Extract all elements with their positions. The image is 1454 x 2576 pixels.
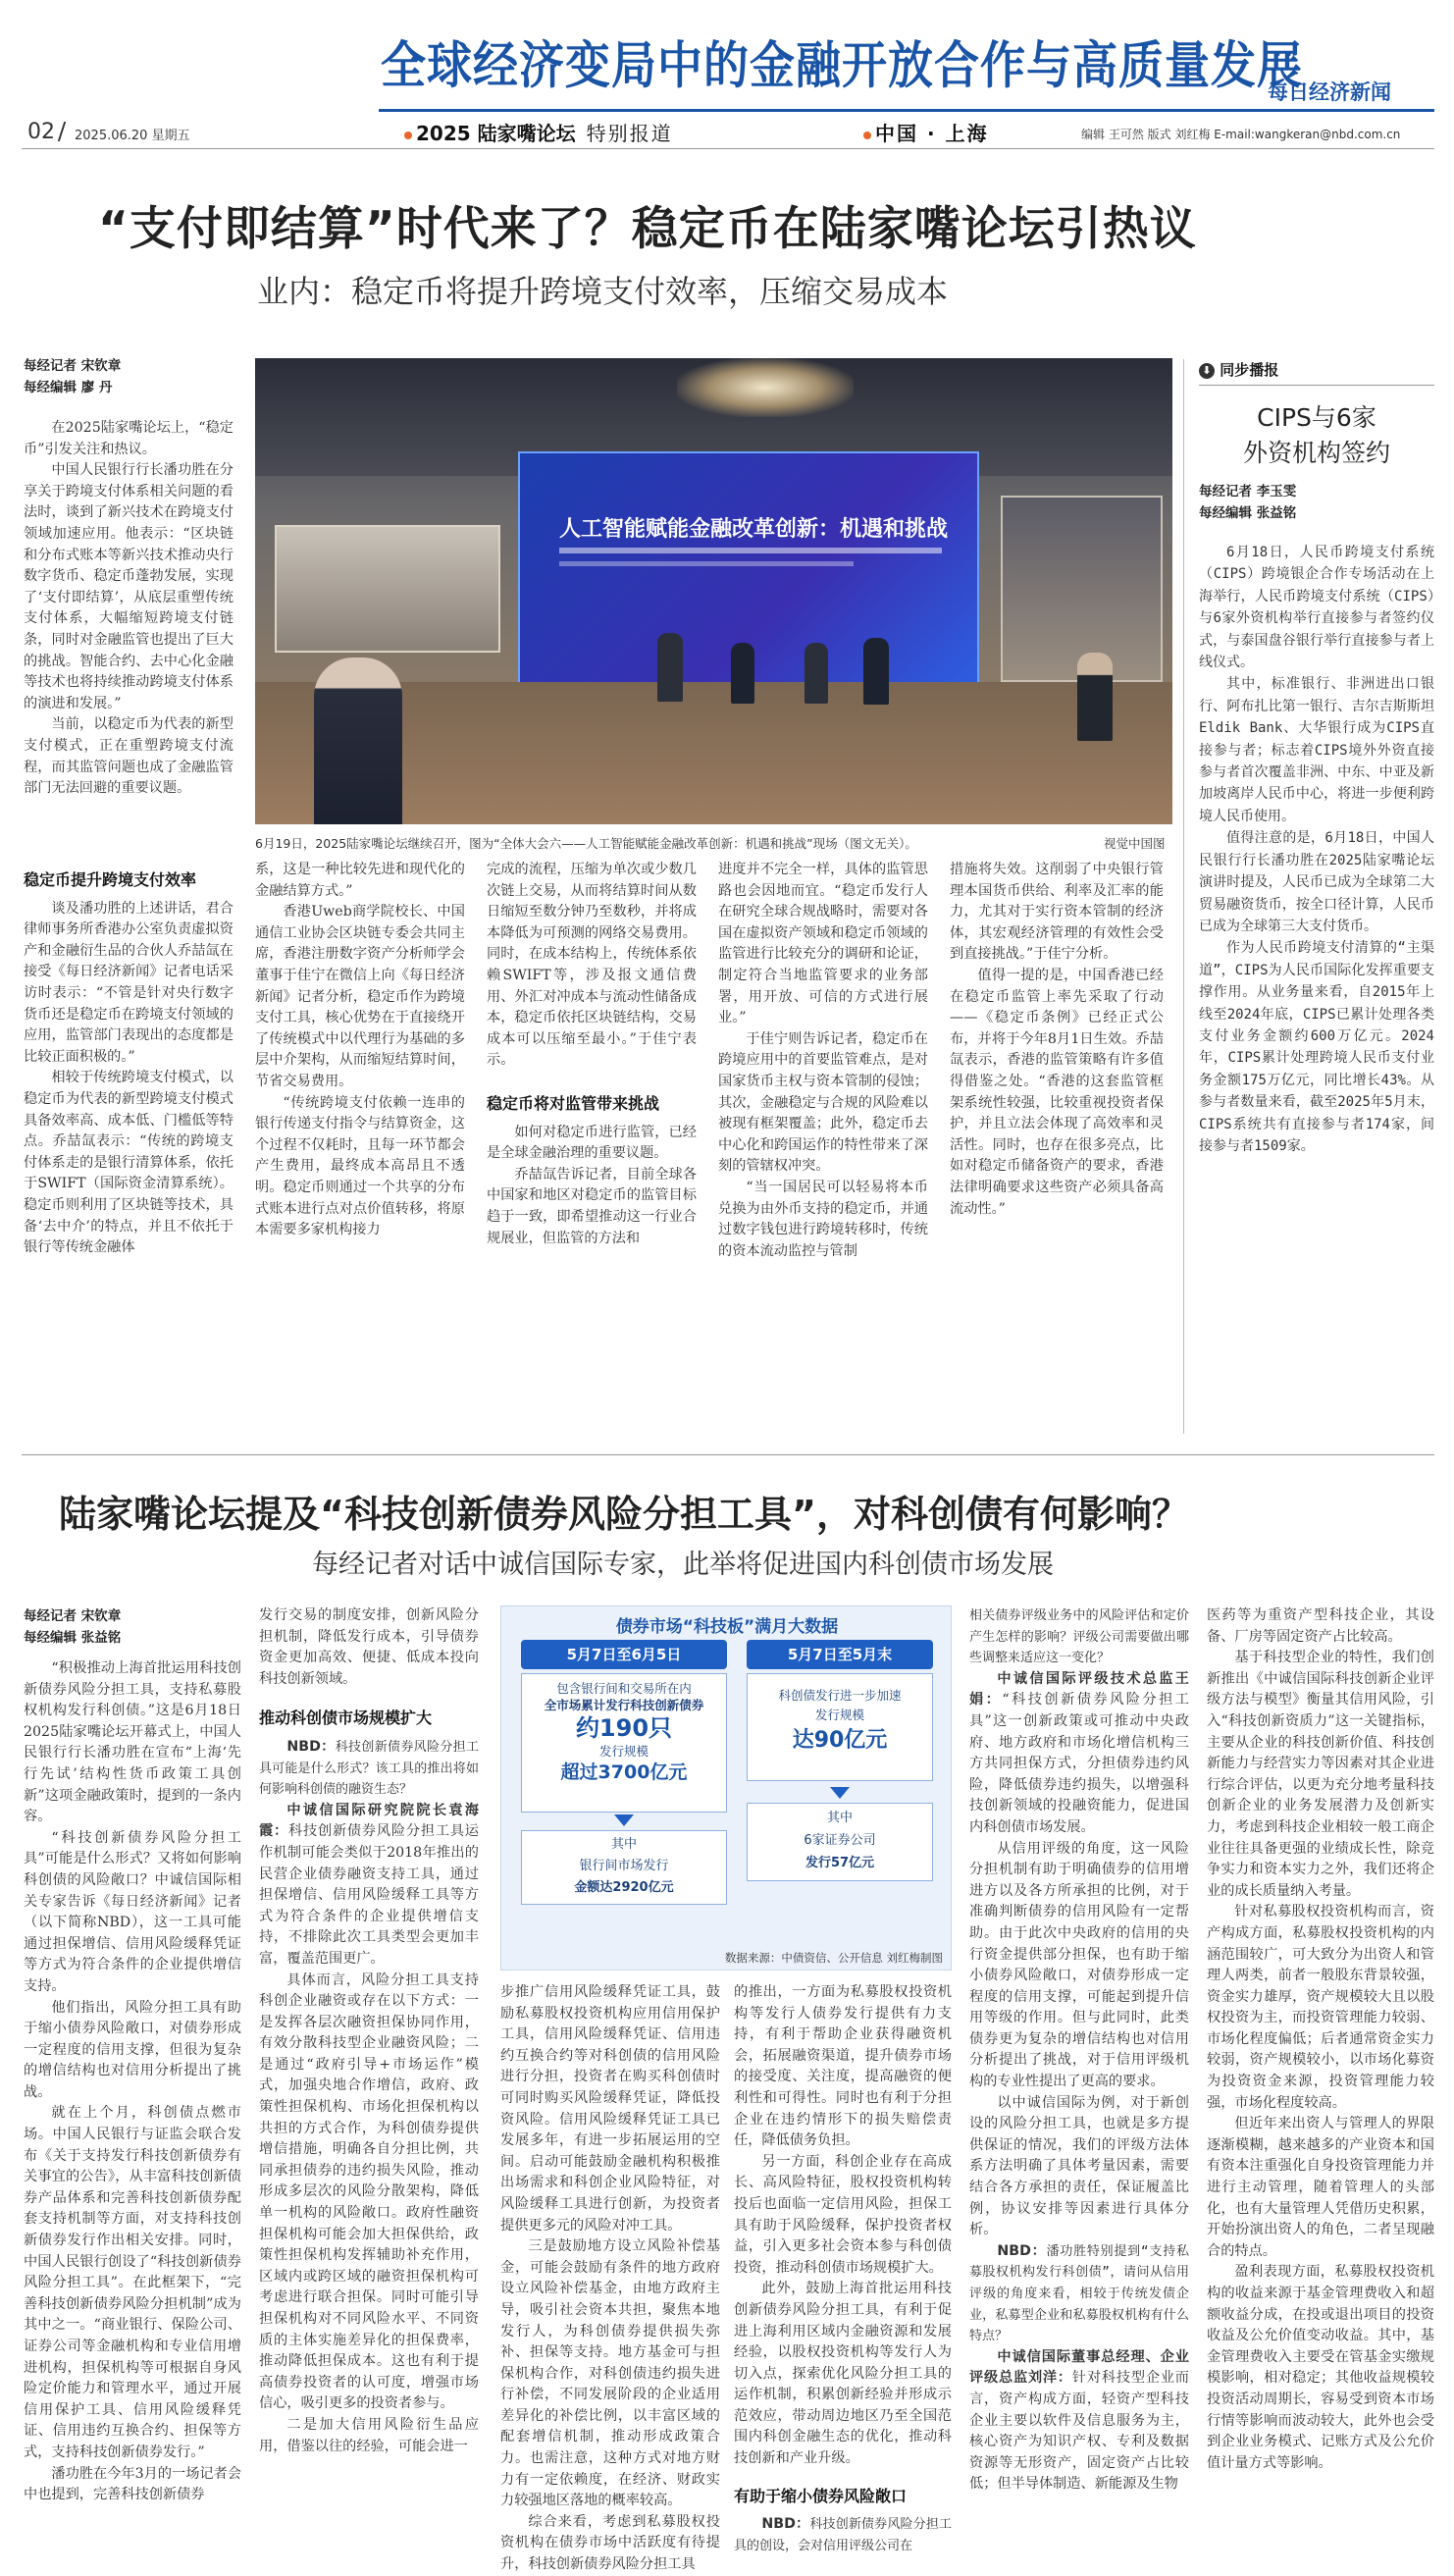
paragraph: 相较于传统跨境支付模式，以稳定币为代表的新型跨境支付模式具备效率高、成本低、门槛低等特点。乔喆氙表示：“传统的跨境支付体系走的是银行清算体系，依托于SWIFT（国际资金清算系统）。稳定币则利用了区块链等技术，具备‘去中介’的特点，并且不依托于银行等传统金融体 <box>24 1070 234 1256</box>
speaker <box>314 657 402 824</box>
stat-text: 发行规模 <box>598 1744 649 1759</box>
paragraph: 6月18日，人民币跨境支付系统（CIPS）跨境银企合作专场活动在上海举行，人民币跨境支付系统（CIPS）与6家外资机构举行直接参与者签约仪式，与泰国盘谷银行举行直接参与者上线仪式。 <box>1199 545 1434 671</box>
paragraph: 针对私募股权投资机构而言，资产构成方面，私募股权投资机构的内涵范围较广，可大致分为出资人和管理人两类，前者一般股东背景较强，资金实力雄厚，资产规模较大且以股权投资为主，而投资管理能力较弱、市场化程度偏低；后者通常资金实力较弱，资产规模较小，以市场化募资为投资资金来源，投资管理能力较强，市场化程度较高。 <box>1207 1904 1434 2111</box>
paragraph: 三是鼓励地方设立风险补偿基金，可能会鼓励有条件的地方政府设立风险补偿基金，由地方政府主导，吸引社会资本共担，聚焦本地发行人，为科创债券提供损失弥补、担保等支持。地方基金可与担保机构合作，对科创债违约损失进行补偿，不同发展阶段的企业适用差异化的补偿比例，以丰富区域的配套增信机制，推动形成政策合力。也需注意，这种方式对地方财力有一定依赖度，在经济、财政实力较强地区落地的概率较高。 <box>500 2238 720 2509</box>
paragraph: 盈利表现方面，私募股权投资机构的收益来源于基金管理费收入和超额收益分成，在投或退出项目的投资收益及公允价值变动收益。其中，基金管理费收入主要受在管基金实缴规模影响，相对稳定；其他收益规模较投资活动周期长，容易受到资本市场行情等影响而波动较大，此外也会受到企业业务模式、记账方式及公允价值计量方式等影响。 <box>1207 2264 1434 2471</box>
subheading: 稳定币提升跨境支付效率 <box>24 870 197 889</box>
stage-title: 人工智能赋能金融改革创新：机遇和挑战 <box>559 517 949 542</box>
header-rule <box>379 109 1434 112</box>
article1-photo <box>255 358 1172 824</box>
paragraph: “科技创新债券风险分担工具”可能是什么形式？又将如何影响科创债的风险敞口？中诚信国际相关专家告诉《每日经济新闻》记者（以下简称NBD），这一工具可能通过担保增信、信用风险缓释凭证等方式为符合条件的企业提供增信支持。 <box>24 1829 241 1994</box>
article2-col3 <box>500 1982 720 2573</box>
paragraph: 乔喆氙告诉记者，目前全球各中国家和地区对稳定币的监管目标趋于一致，即希望推动这一行业合规展业，但监管的方法和 <box>487 1166 697 1246</box>
right-period-badge: 5月7日至5月末 <box>747 1640 933 1669</box>
question: 潘功胜特别提到“支持私募股权机构发行科创债”，请问从信用评级的角度来看，相较于传统发债企业，私募型企业和私募股权机构有什么特点？ <box>969 2243 1190 2344</box>
sidebar-title <box>1199 400 1434 471</box>
paragraph: 步推广信用风险缓释凭证工具，鼓励私募股权投资机构应用信用保护工具，信用风险缓释凭证、信用违约互换合约等对科创债的信用风险进行分担，投资者在购买科创债时可同时购买风险缓释凭证，降低投资风险。信用风险缓释凭证工具已发展多年，有进一步拓展运用的空间。启动可能鼓励金融机构积极推出场需求和科创企业风险特征，对风险缓释工具进行创新，为投资者提供更多元的风险对冲工具。 <box>500 1984 720 2234</box>
forum-label <box>404 118 673 146</box>
arrow-down-icon <box>830 1787 850 1799</box>
paragraph: “传统跨境支付依赖一连串的银行传递支付指令与结算资金，这个过程不仅耗时，且每一环节都会产生费用，最终成本高昂且不透明。稳定币则通过一个共享的分布式账本进行点对点价值转移，将原本需要多家机构接力 <box>255 1094 465 1238</box>
right-sub-stats <box>747 1803 933 1881</box>
paragraph: 具体而言，风险分担工具支持科创企业融资或存在以下方式：一是发挥各层次融资担保协同作用，有效分散科技型企业融资风险；二是通过“政府引导+市场运作”模式，加强央地合作增信，政府、政策性担保机构、市场化担保机构以共担的方式合作，为科创债券提供增信措施，明确各自分担比例，共同承担债券的违约损失风险，推动形成多层次的风险分散架构，降低单一机构的风险敞口。政府性融资担保机构可能会加大担保供给，政策性担保机构发挥辅助补充作用，区域内或跨区域的融资担保机构可考虑进行联合担保。同时可能引导担保机构对不同风险水平、不同资质的主体实施差异化的担保费率，推动降低担保成本。这也有利于提高债券投资者的认可度，增强市场信心，吸引更多的投资者参与。 <box>259 1971 479 2412</box>
speaker <box>1077 653 1113 741</box>
paragraph: 另一方面，科创企业存在高成长、高风险特征，股权投资机构转投后也面临一定信用风险，担保工具有助于风险缓释，保护投资者权益，引入更多社会资本参与科创债投资，推动科创债市场规模扩大。 <box>734 2153 952 2276</box>
paragraph: 他们指出，风险分担工具有助于缩小债券风险敞口，对债券形成一定程度的信用支撑，但很为复杂的增信结构也对信用分析提出了挑战。 <box>24 1999 241 2100</box>
paper-name: 每日经济新闻 <box>1268 79 1391 104</box>
qa-label: 中诚信国际董事总经理、企业评级总监刘洋： <box>969 2348 1189 2387</box>
paragraph: 于佳宁则告诉记者，稳定币在跨境应用中的首要监管难点，是对国家货币主权与资本管制的侵蚀；其次，金融稳定与合规的风险难以被现有框架覆盖；此外，稳定币去中心化和跨国运作的特性带来了深刻的管辖权冲突。 <box>718 1030 928 1175</box>
article1-col1b <box>24 860 234 1434</box>
orange-dot-icon <box>863 131 871 139</box>
side-screen-right <box>1001 496 1163 682</box>
paragraph: 系，这是一种比较先进和现代化的金融结算方式。” <box>255 862 465 899</box>
stat-text: 银行间市场发行 <box>579 1859 669 1873</box>
paragraph: 如何对稳定币进行监管，已经是全球金融治理的重要议题。 <box>487 1124 697 1162</box>
stage-subtitle-bar <box>559 548 942 553</box>
stat-text: 金额达2920亿元 <box>574 1880 674 1895</box>
article1-headline: “支付即结算”时代来了？稳定币在陆家嘴论坛引热议 <box>98 202 1197 256</box>
article2-col2 <box>259 1605 479 2454</box>
answer: “科技创新债券风险分担工具”这一创新政策或可推动中央政府、地方政府和市场化增信机构三方共同担保方式，分担债券违约风险，降低债券违约损失，以增强科技创新领域的投融资能力，促进国内科创债市场发展。 <box>969 1692 1189 1835</box>
paragraph: 从信用评级的角度，这一风险分担机制有助于明确债券的信用增进方以及各方所承担的比例，对于准确判断债券的信用风险有一定帮助。由于此次中央政府的信用的央行资金提供部分担保，也有助于缩小债券风险敞口，对债券形成一定程度的信用支撑，可能起到提升信用等级的作用。但与此同时，此类债券更为复杂的增信结构也对信用分析提出了挑战，对于信用评级机构的专业性提出了更高的要求。 <box>969 1840 1189 2090</box>
stage-subtitle-bar <box>559 561 854 566</box>
article1-col1 <box>24 418 234 835</box>
stat-text: 发行57亿元 <box>805 1856 875 1870</box>
stat-value: 超过3700亿元 <box>560 1761 688 1783</box>
infographic-source: 数据来源：中债资信、公开信息 刘红梅制图 <box>724 1951 943 1965</box>
article2-subheadline: 每经记者对话中诚信国际专家，此举将促进国内科创债市场发展 <box>312 1550 1054 1580</box>
paragraph: 但近年来出资人与管理人的界限逐渐模糊，越来越多的产业资本和国有资本注重强化自身投资管理能力并进行主动管理，随着管理人的头部化，也有大量管理人凭借历史积累，开始扮演出资人的角色，二者呈现融合的特点。 <box>1207 2116 1434 2259</box>
sidebar-title-line: 外资机构签约 <box>1242 439 1390 467</box>
paragraph: 的推出，一方面为私募股权投资机构等发行人债券发行提供有力支持，有利于帮助企业获得融资机会，拓展融资渠道，提升债券市场的接受度、关注度，提高融资的便利性和可得性。同时也有利于分担企业在违约情形下的损失赔偿责任，降低债务负担。 <box>734 1984 952 2149</box>
sidebar-divider <box>1183 359 1184 1434</box>
left-period-badge: 5月7日至6月5日 <box>521 1640 727 1669</box>
left-stats <box>521 1673 727 1813</box>
answer: 针对科技型企业而言，资产构成方面，轻资产型科技企业主要以软件及信息服务为主，核心资产为知识产权、专利及数据资源等无形资产，固定资产占比较低；但半导体制造、新能源及生物 <box>969 2370 1189 2493</box>
arrow-down-icon <box>614 1814 634 1826</box>
report-label: 特别报道 <box>586 122 673 145</box>
article2-col5 <box>969 1605 1190 2493</box>
qa-label: 中诚信国际研究院院长袁海霞： <box>259 1802 479 1840</box>
download-icon: ⬇ <box>1199 363 1215 379</box>
stat-text: 其中 <box>826 1811 853 1825</box>
subheading: 稳定币将对监管带来挑战 <box>487 1093 660 1113</box>
qa-label: NBD： <box>997 2242 1047 2259</box>
paragraph: 完成的流程，压缩为单次或少数几次链上交易，从而将结算时间从数日缩短至数分钟乃至数秒，并将成本降低为可预测的网络交易费用。同时，在成本结构上，传统体系依赖SWIFT等，涉及报文通信费用、外汇对冲成本与流动性储备成本，稳定币依托区块链结构，交易成本可以压缩至最小。”于佳宁表示。 <box>487 862 697 1069</box>
paragraph: 值得一提的是，中国香港已经在稳定币监管上率先采取了行动——《稳定币条例》已经正式公布，并将于今年8月1日生效。乔喆氙表示，香港的监管策略有许多值得借鉴之处。“香港的这套监管框架系统性较强，比较重视投资者保护，并且立法会体现了高效率和灵活性。同时，也存在很多亮点，比如对稳定币储备资产的要求，香港法律明确要求这些资产必须具备高流动性。” <box>950 967 1164 1217</box>
stat-text: 科创债发行进一步加速 <box>778 1688 902 1703</box>
editor: 每经编辑 张益铭 <box>1199 505 1297 521</box>
article1-col5 <box>950 860 1164 1434</box>
paragraph: 就在上个月，科创债点燃市场。中国人民银行与证监会联合发布《关于支持发行科技创新债券有关事宜的公告》，从丰富科技创新债券产品体系和完善科技创新债券配套支持机制等方面，对支持科技创新债券发行作出相关安排。同时，中国人民银行创设了“科技创新债券风险分担工具”。在此框架下，“完善科技创新债券风险分担机制”成为其中之一。“商业银行、保险公司、证券公司等金融机构和专业信用增进机构，担保机构等可根据自身风险定价能力和管理水平，通过开展信用保护工具、信用风险缓释凭证、信用违约互换合约、担保等方式，支持科技创新债券发行。” <box>24 2105 241 2460</box>
question: 科技创新债券风险分担工具可能是什么形式？该工具的推出将如何影响科创债的融资生态？ <box>259 1739 479 1798</box>
photo-credit: 视觉中国图 <box>1104 836 1166 851</box>
article2-headline: 陆家嘴论坛提及“科技创新债券风险分担工具”，对科创债有何影响？ <box>59 1493 1189 1536</box>
infographic-title: 债券市场“科技板”满月大数据 <box>615 1617 839 1637</box>
paragraph: 医药等为重资产型科技企业，其设备、厂房等固定资产占比较高。 <box>1207 1607 1434 1645</box>
header-bottom-rule <box>22 148 1434 149</box>
editor: 每经编辑 张益铭 <box>24 1630 122 1646</box>
location-text: 中国 · 上海 <box>875 122 989 145</box>
paragraph: “当一国居民可以轻易将本币兑换为由外币支持的稳定币，并通过数字钱包进行跨境转移时，传统的资本流动监控与管制 <box>718 1179 928 1259</box>
paragraph: 二是加大信用风险衍生品应用，借鉴以往的经验，可能会进一 <box>259 2416 479 2454</box>
question: 科技创新债券风险分担工具的创设，会对信用评级公司在 <box>734 2517 952 2553</box>
paragraph: 相关债券评级业务中的风险评估和定价产生怎样的影响？评级公司需要做出哪些调整来适应这一变化？ <box>969 1608 1189 1666</box>
article1-col2 <box>255 860 465 1434</box>
banner-title: 全球经济变局中的金融开放合作与高质量发展 <box>381 35 1303 95</box>
editor-line: 编辑 王可然 版式 刘红梅 E-mail:wangkeran@nbd.com.cn <box>1081 128 1401 141</box>
forum-name: 2025 陆家嘴论坛 <box>416 122 576 145</box>
paragraph: 作为人民币跨境支付清算的“主渠道”，CIPS为人民币国际化发挥重要支撑作用。从业务量来看，自2015年上线至2024年底，CIPS已累计处理各类支付业务金额约600万亿元。2024年，CIPS累计处理跨境人民币支付业务金额175万亿元，同比增长43%。从参与者数量来看，截至2025年5月末，CIPS系统共有直接参与者174家，间接参与者1509家。 <box>1199 940 1434 1154</box>
paragraph: 在2025陆家嘴论坛上，“稳定币”引发关注和热议。 <box>24 420 234 457</box>
sidebar-rule <box>1199 385 1434 386</box>
stat-text: 包含银行间和交易所在内 <box>556 1681 692 1696</box>
paragraph: 当前，以稳定币为代表的新型支付模式，正在重塑跨境支付流程，而其监管问题也成了金融监管部门无法回避的重要议题。 <box>24 716 234 797</box>
masthead <box>0 0 1454 145</box>
article1-byline <box>24 355 121 398</box>
paragraph: 此外，鼓励上海首批运用科技创新债券风险分担工具，有利于促进上海利用区域内金融资源和发展经验，以股权投资机构等发行人为切入点，探索优化风险分担工具的运作机制，积累创新经验并形成示范效应，带动周边地区乃至全国范围内科创金融生态的优化，推动科技创新和产业升级。 <box>734 2281 952 2467</box>
article2-byline <box>24 1605 121 1649</box>
article1-col3 <box>487 860 697 1434</box>
qa-label: 中诚信国际评级技术总监王娟： <box>969 1670 1189 1709</box>
qa-label: NBD： <box>761 2516 810 2533</box>
paragraph: 综合来看，考虑到私募股权投资机构在债券市场中活跃度有待提升，科技创新债券风险分担工具 <box>500 2513 720 2573</box>
paragraph: 以中诚信国际为例，对于新创设的风险分担工具，也就是多方提供保证的情况，我们的评级方法体系方法明确了具体考量因素，需要结合各方承担的责任，保证履盖比例，协议安排等因素进行具体分析。 <box>969 2094 1189 2238</box>
sidebar-tag <box>1199 359 1278 380</box>
stat-value: 约190只 <box>575 1714 673 1742</box>
stat-text: 全市场累计发行科技创新债券 <box>544 1698 704 1712</box>
article1-subheadline: 业内：稳定币将提升跨境支付效率，压缩交易成本 <box>257 273 949 310</box>
editor: 每经编辑 廖 丹 <box>24 380 113 395</box>
panelist <box>657 633 683 702</box>
panelist <box>731 643 754 704</box>
answer: 科技创新债券风险分担工具运作机制可能会类似于2018年推出的民营企业债券融资支持工具，通过担保增信、信用风险缓释工具等方式为符合条件的企业提供增信支持，不排除此次工具类型会更加丰富，覆盖范围更广。 <box>259 1823 479 1967</box>
panelist <box>805 643 828 704</box>
page-slash <box>58 122 66 141</box>
photo-caption: 6月19日，2025陆家嘴论坛继续召开，图为“全体大会六——人工智能赋能金融改革创新：机遇和挑战”现场（图文无关）。 <box>255 836 917 851</box>
stat-text: 6家证券公司 <box>804 1833 876 1848</box>
qa-label: NBD： <box>286 1738 336 1755</box>
reporter: 每经记者 李玉雯 <box>1199 484 1297 499</box>
right-stats <box>747 1673 933 1781</box>
subheading: 推动科创债市场规模扩大 <box>259 1709 433 1728</box>
paragraph: 值得注意的是，6月18日，中国人民银行行长潘功胜在2025陆家嘴论坛演讲时提及，人民币已成为全球第二大贸易融资货币，按全口径计算，人民币已成为全球第三大支付货币。 <box>1199 830 1434 934</box>
article2-col6 <box>1207 1605 1434 2471</box>
paragraph: 其中，标准银行、非洲进出口银行、阿布扎比第一银行、吉尔吉斯斯坦Eldik Bank、大华银行成为CIPS直接参与者；标志着CIPS境外外资直接参与者首次覆盖非洲、中东、中亚及新加坡离岸人民币中心，将进一步便利跨境人民币使用。 <box>1199 676 1434 824</box>
paragraph: 进度并不完全一样，具体的监管思路也会因地而宜。“稳定币发行人在研究全球合规战略时，需要对各国在虚拟资产领域和稳定币领域的监管进行比较充分的调研和论证，制定符合当地监管要求的业务部署，用开放、可信的方式进行展业。” <box>718 862 928 1026</box>
page-number: 02 <box>27 120 55 144</box>
paragraph: 基于科技型企业的特性，我们创新推出《中诚信国际科技创新企业评级方法与模型》衡量其信用风险，引入“科技创新资质力”这一关键指标，主要从企业的科技创新价值、科技创新能力与经营实力等因素对其企业进行综合评估，以更为充分地考量科技创新企业的业务发展潜力及创新实力，考虑到科技企业相较一般工商企业往往具备更强的业绩成长性，除竞争实力和资本实力之外，我们还将企业的成长质量纳入考量。 <box>1207 1650 1434 1899</box>
orange-dot-icon <box>404 131 412 139</box>
article1-col4 <box>718 860 928 1434</box>
paragraph: 中国人民银行行长潘功胜在分享关于跨境支付体系相关问题的看法时，谈到了新兴技术在跨境支付领域加速应用。他表示：“区块链和分布式账本等新兴技术推动央行数字货币、稳定币蓬勃发展，实现了‘支付即结算’，从底层重塑传统支付体系，大幅缩短跨境支付链条，同时对金融监管也提出了巨大的挑战。智能合约、去中心化金融等技术也将持续推动跨境支付体系的演进和发展。” <box>24 462 234 711</box>
section-divider <box>22 1454 1434 1455</box>
subheading: 有助于缩小债券风险敞口 <box>734 2486 908 2505</box>
article2-col1 <box>24 1658 241 2503</box>
paragraph: 谈及潘功胜的上述讲话，君合律师事务所香港办公室负责虚拟资产和金融衍生品的合伙人乔喆氙在接受《每日经济新闻》记者电话采访时表示：“不管是针对央行数字货币还是稳定币在跨境支付领域的应用，监管部门表现出的态度都是比较正面积极的。” <box>24 900 234 1065</box>
reporter: 每经记者 宋钦章 <box>24 1608 122 1624</box>
left-sub-stats <box>521 1830 727 1905</box>
infographic <box>500 1605 952 1971</box>
paragraph: 香港Uweb商学院校长、中国通信工业协会区块链专委会共同主席，香港注册数字资产分析师学会董事于佳宁在微信上向《每日经济新闻》记者分析，稳定币作为跨境支付工具，核心优势在于直接绕开了传统模式中以代理行为基础的多层中介架构，从而缩短结算时间，节省交易费用。 <box>255 904 465 1089</box>
chandelier <box>677 358 854 417</box>
paragraph: “积极推动上海首批运用科技创新债券风险分担工具，支持私募股权机构发行科创债。”这是6月18日2025陆家嘴论坛开幕式上，中国人民银行行长潘功胜在宣布“上海‘先行先试’结构性货币政策工具创新”这项金融政策时，提到的一条内容。 <box>24 1660 241 1825</box>
paragraph: 发行交易的制度安排，创新风险分担机制，降低发行成本，引导债券资金更加高效、便捷、低成本投向科技创新领域。 <box>259 1607 479 1687</box>
stat-text: 其中 <box>610 1837 637 1852</box>
sidebar-byline <box>1199 481 1296 524</box>
paragraph: 措施将失效。这削弱了中央银行管理本国货币供给、利率及汇率的能力，尤其对于实行资本管制的经济体，其宏观经济管理的有效性会受到直接挑战。”于佳宁分析。 <box>950 862 1164 963</box>
stat-value: 达90亿元 <box>792 1728 888 1753</box>
sidebar-tag-label: 同步播报 <box>1220 361 1279 379</box>
issue-date: 2025.06.20 星期五 <box>75 129 190 143</box>
location-label <box>863 118 989 146</box>
sidebar-body <box>1199 542 1434 1435</box>
reporter: 每经记者 宋钦章 <box>24 358 122 374</box>
panelist <box>863 638 889 705</box>
stat-text: 发行规模 <box>814 1708 864 1722</box>
paragraph: 潘功胜在今年3月的一场记者会中也提到，完善科技创新债券 <box>24 2465 241 2503</box>
sidebar-title-line: CIPS与6家 <box>1257 403 1376 432</box>
article2-col4 <box>734 1982 952 2553</box>
side-screen-left <box>275 525 500 653</box>
